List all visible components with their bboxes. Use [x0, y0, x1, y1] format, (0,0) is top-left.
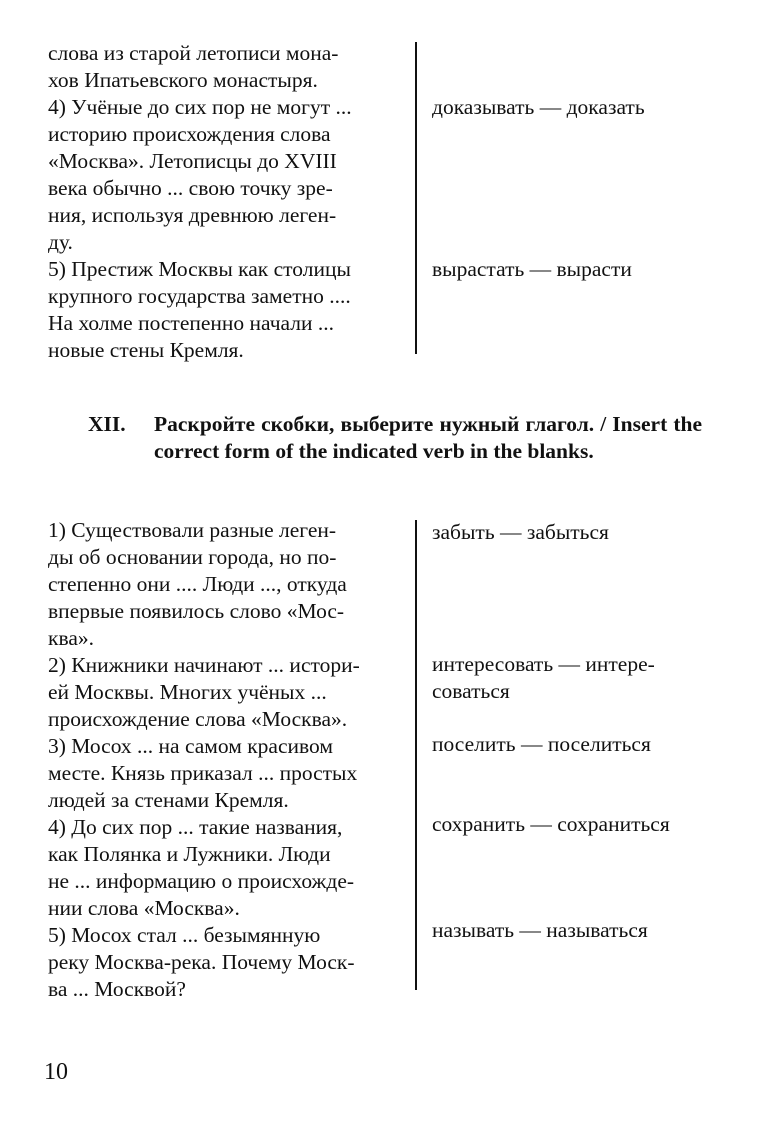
text-line: века обычно ... свою точку зре- [48, 176, 333, 200]
verb-pair: вырастать — вырасти [432, 257, 632, 281]
verb-pair: интересовать — интере- [432, 652, 655, 676]
text-line: как Полянка и Лужники. Люди [48, 842, 331, 866]
text-line: «Москва». Летописцы до XVIII [48, 149, 337, 173]
text-line: крупного государства заметно .... [48, 284, 351, 308]
verb-pair: сохранить — сохраниться [432, 812, 670, 836]
verb-pair: поселить — поселиться [432, 732, 651, 756]
top-exercise-text [48, 40, 400, 364]
text-line: ква». [48, 626, 94, 650]
text-line: историю происхождения слова [48, 122, 331, 146]
verb-pair: доказывать — доказать [432, 95, 645, 119]
text-line: месте. Князь приказал ... простых [48, 761, 358, 785]
text-line: происхождение слова «Москва». [48, 707, 348, 731]
text-line: На холме постепенно начали ... [48, 311, 335, 335]
text-line: слова из старой летописи мона- [48, 41, 339, 65]
page-number: 10 [44, 1059, 68, 1085]
text-line: ей Москвы. Многих учёных ... [48, 680, 327, 704]
text-line: 5) Престиж Москвы как столицы [48, 257, 351, 281]
text-line: новые стены Кремля. [48, 338, 244, 362]
text-line: не ... информацию о происхожде- [48, 869, 355, 893]
verb-pair: называть — называться [432, 918, 648, 942]
text-line: 4) Учёные до сих пор не могут ... [48, 95, 352, 119]
text-line: хов Ипатьевского монастыря. [48, 68, 318, 92]
text-line: степенно они .... Люди ..., откуда [48, 572, 347, 596]
text-line: людей за стенами Кремля. [48, 788, 289, 812]
text-line: реку Москва-река. Почему Моск- [48, 950, 355, 974]
text-line: впервые появилось слово «Мос- [48, 599, 345, 623]
exercise-title: Раскройте скобки, выберите нужный глагол. / Insert the correct form of the indicated verb in the blanks. [154, 412, 702, 463]
text-line: ды об основании города, но по- [48, 545, 337, 569]
bottom-exercise-text [48, 517, 400, 1003]
text-line: ду. [48, 230, 73, 254]
text-line: нии слова «Москва». [48, 896, 240, 920]
text-line: 2) Книжники начинают ... истори- [48, 653, 360, 677]
text-line: 4) До сих пор ... такие названия, [48, 815, 343, 839]
verb-pair: забыть — забыться [432, 520, 609, 544]
column-divider [415, 520, 417, 990]
exercise-number: XII. [88, 412, 126, 436]
text-line: 5) Мосох стал ... безымянную [48, 923, 321, 947]
text-line: ва ... Москвой? [48, 977, 186, 1001]
text-line: 3) Мосох ... на самом красивом [48, 734, 333, 758]
verb-pair-continued: соваться [432, 679, 510, 703]
text-line: 1) Существовали разные леген- [48, 518, 337, 542]
column-divider [415, 42, 417, 354]
text-line: ния, используя древнюю леген- [48, 203, 337, 227]
